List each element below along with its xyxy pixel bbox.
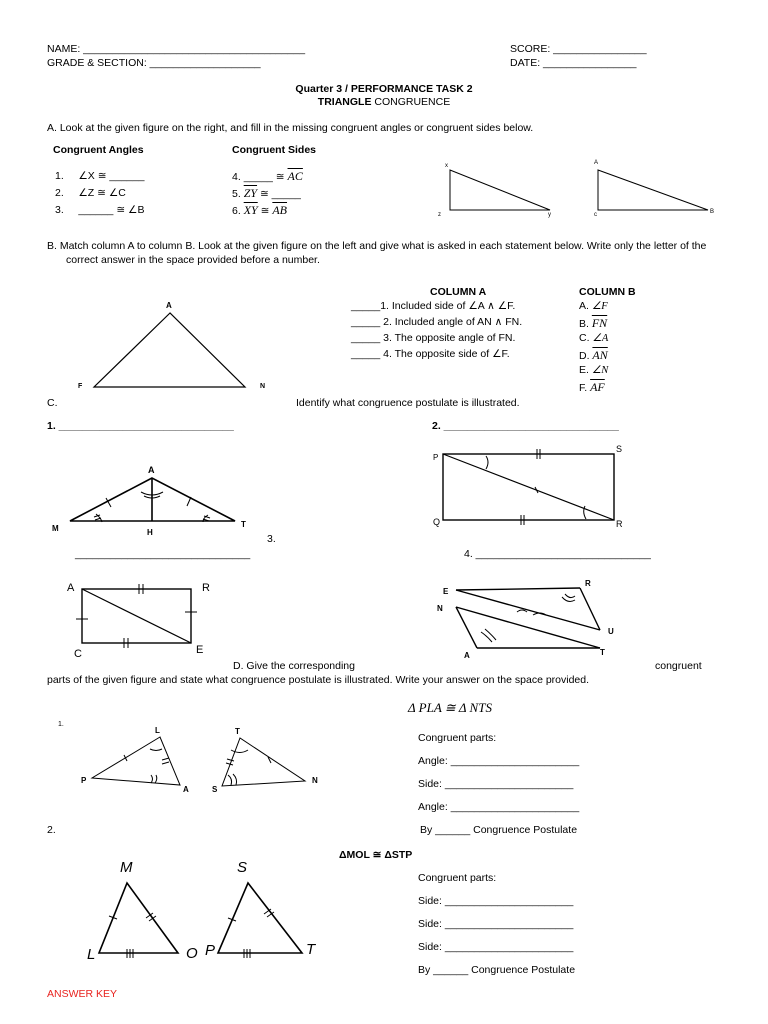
column-a-item-2[interactable]: _____ 2. Included angle of AN ∧ FN. <box>351 316 523 328</box>
vertex-label-z: z <box>438 212 441 218</box>
angle-statement[interactable]: ______ ≅ ∠B <box>78 204 145 216</box>
vertex-label-a: A <box>594 160 599 166</box>
part-a-instruction: A. Look at the given figure on the right, and fill in the missing congruent angles or congruent sides below. <box>47 122 534 134</box>
vertex-label-n: N <box>260 383 266 390</box>
congruent-symbol: ≅ <box>257 205 273 217</box>
vertex-label-r: R <box>585 579 591 588</box>
segment-label: $\overline{AB}$ <box>272 203 288 217</box>
congruent-parts-label-1: Congruent parts: <box>418 732 497 744</box>
congruence-statement-2: ΔMOL ≅ ΔSTP <box>339 849 413 861</box>
congruent-parts-label-2: Congruent parts: <box>418 872 497 884</box>
vertex-label-q: Q <box>433 517 441 527</box>
part-c-instruction: Identify what congruence postulate is illustrated. <box>296 397 520 409</box>
side-blank-2b[interactable]: Side: ______________________ <box>418 918 574 930</box>
answer-blank-1[interactable]: 1. ______________________________ <box>47 420 234 432</box>
answer-blank-3[interactable]: ______________________________ <box>75 548 251 560</box>
vertex-label-a: A <box>183 785 189 794</box>
item-1-number: 1. <box>58 721 64 728</box>
item-number: 1. <box>55 170 64 182</box>
congruent-sides-header: Congruent Sides <box>232 144 317 156</box>
column-b-header: COLUMN B <box>579 286 636 298</box>
option-letter: E. <box>579 364 589 376</box>
vertex-label-c: c <box>594 212 597 218</box>
vertex-label-r: R <box>202 582 210 594</box>
date-field[interactable]: DATE: ________________ <box>510 57 637 69</box>
congruent-angles-header: Congruent Angles <box>53 144 144 156</box>
title-triangle: TRIANGLE <box>317 96 372 108</box>
vertex-label-t: T <box>600 648 605 657</box>
option-letter: D. <box>579 350 590 362</box>
angle-blank-2[interactable]: Angle: ______________________ <box>418 801 580 813</box>
item-number: 6. <box>232 205 241 217</box>
side-blank-1[interactable]: Side: ______________________ <box>418 778 574 790</box>
figure-triangle-nts <box>212 727 318 794</box>
vertex-label-s: S <box>237 859 248 876</box>
vertex-label-a: A <box>67 582 75 594</box>
vertex-label-t: T <box>306 941 316 958</box>
option-value: $\overline{AF}$ <box>590 380 605 394</box>
angle-statement: ∠Z ≅ ∠C <box>78 187 126 199</box>
column-a-item-3[interactable]: _____ 3. The opposite angle of FN. <box>351 332 516 344</box>
part-b-instruction-1: B. Match column A to column B. Look at the given figure on the left and give what is asked in each statement below. Write only the letter of the <box>47 240 707 252</box>
figure-triangle-pla <box>81 726 189 794</box>
option-letter: C. <box>579 332 590 344</box>
vertex-label-l: L <box>87 946 96 963</box>
segment-label: $\overline{ZY}$ <box>243 186 258 200</box>
vertex-label-o: O <box>186 945 198 962</box>
vertex-label-n: N <box>312 776 318 785</box>
vertex-label-e: E <box>196 644 204 656</box>
postulate-blank-2[interactable]: By ______ Congruence Postulate <box>418 964 576 976</box>
vertex-label-r: R <box>616 519 623 529</box>
item-number: 5. <box>232 188 241 200</box>
vertex-label-b: B <box>710 209 715 215</box>
vertex-label-t: T <box>235 727 240 736</box>
vertex-label-t: T <box>241 520 246 529</box>
title-line1: Quarter 3 / PERFORMANCE TASK 2 <box>295 83 473 95</box>
part-d-label: D. Give the corresponding <box>233 660 355 672</box>
part-d-congruent: congruent <box>655 660 702 672</box>
vertex-label-u: U <box>608 627 614 636</box>
vertex-label-n: N <box>437 604 443 613</box>
vertex-label-y: y <box>548 212 551 218</box>
option-value: ∠N <box>591 365 609 376</box>
vertex-label-p: P <box>433 453 439 462</box>
answer-blank-4[interactable]: 4. ______________________________ <box>464 548 651 560</box>
side-blank-2c[interactable]: Side: ______________________ <box>418 941 574 953</box>
item-number: 3. <box>55 204 64 216</box>
congruence-statement-1: Δ PLA ≅ Δ NTS <box>408 700 492 715</box>
segment-label: $\overline{XY}$ <box>243 203 258 217</box>
postulate-blank-1[interactable]: By ______ Congruence Postulate <box>420 824 578 836</box>
answer-key-link[interactable]: ANSWER KEY <box>47 988 118 1000</box>
figure-triangle-mol <box>87 859 198 963</box>
answer-blank-2[interactable]: 2. ______________________________ <box>432 420 619 432</box>
score-field[interactable]: SCORE: ________________ <box>510 43 647 55</box>
option-value: ∠F <box>591 301 608 312</box>
item-number: 2. <box>55 187 64 199</box>
item-number: 4. <box>232 171 241 183</box>
vertex-label-f: F <box>78 383 83 390</box>
option-letter: F. <box>579 382 588 394</box>
vertex-label-m: M <box>52 524 59 533</box>
vertex-label-x: x <box>445 163 448 169</box>
angle-blank-1[interactable]: Angle: ______________________ <box>418 755 580 767</box>
column-a-item-4[interactable]: _____ 4. The opposite side of ∠F. <box>351 348 510 360</box>
part-c-label: C. <box>47 397 58 409</box>
grade-section-field[interactable]: GRADE & SECTION: ___________________ <box>47 57 261 69</box>
vertex-label-e: E <box>443 587 449 596</box>
option-value: ∠A <box>592 333 609 344</box>
segment-label: $\overline{AC}$ <box>287 169 303 183</box>
item-2-number: 2. <box>47 824 56 836</box>
vertex-label-s: S <box>616 444 623 454</box>
vertex-label-a: A <box>148 465 155 475</box>
figure-triangle-stp <box>205 859 317 959</box>
part-b-instruction-2: correct answer in the space provided before a number. <box>66 254 320 266</box>
side-blank-2a[interactable]: Side: ______________________ <box>418 895 574 907</box>
option-letter: A. <box>579 300 589 312</box>
side-blank[interactable]: ≅ _____ <box>257 188 301 200</box>
angle-statement[interactable]: ∠X ≅ ______ <box>78 170 145 182</box>
vertex-label-s: S <box>212 785 218 794</box>
vertex-label-a: A <box>464 651 470 660</box>
option-letter: B. <box>579 318 589 330</box>
column-a-item-1[interactable]: _____1. Included side of ∠A ∧ ∠F. <box>351 300 516 312</box>
part-d-instruction: parts of the given figure and state what congruence postulate is illustrated. Write your answer on the space provided. <box>47 674 590 686</box>
vertex-label-m: M <box>120 859 133 876</box>
vertex-label-l: L <box>155 726 160 735</box>
vertex-label-p: P <box>205 942 216 959</box>
title-congruence: CONGRUENCE <box>371 96 451 108</box>
vertex-label-a: A <box>166 301 172 310</box>
side-blank[interactable]: _____ ≅ <box>243 171 288 183</box>
vertex-label-c: C <box>74 648 82 660</box>
option-value: $\overline{AN}$ <box>592 348 608 362</box>
column-a-header: COLUMN A <box>430 286 487 298</box>
vertex-label-h: H <box>147 528 153 537</box>
answer-number-3: 3. <box>267 533 276 545</box>
option-value: $\overline{FN}$ <box>591 316 608 330</box>
name-field[interactable]: NAME: ______________________________________ <box>47 43 306 55</box>
vertex-label-p: P <box>81 776 87 785</box>
